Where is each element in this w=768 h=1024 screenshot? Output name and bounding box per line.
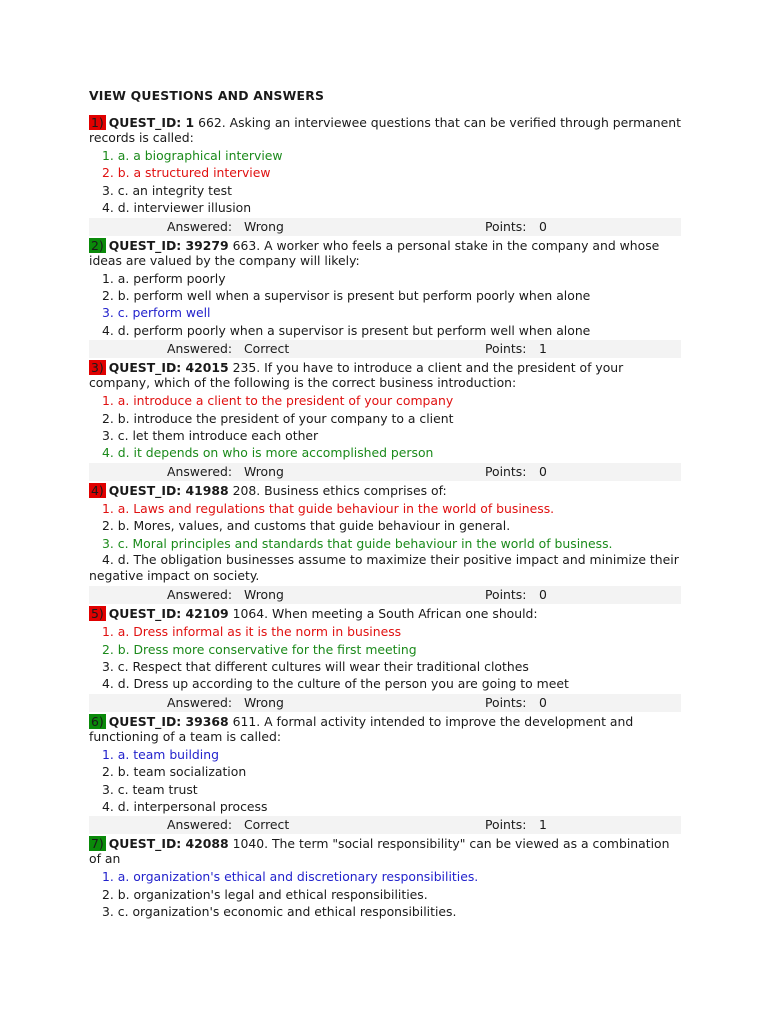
answered-label: Answered: [167, 218, 233, 234]
answer-option: 2. b. team socialization [102, 764, 247, 780]
question-block [89, 358, 681, 481]
question-block [89, 113, 681, 236]
question-number-badge: 1) [91, 115, 104, 130]
page-title: VIEW QUESTIONS AND ANSWERS [89, 88, 325, 103]
question-header [89, 834, 681, 866]
answer-option: 3. c. organization's economic and ethical responsibilities. [102, 904, 457, 920]
answer-option: 4. d. The obligation businesses assume to maximize their positive impact and minimize their negative impact on society. [89, 552, 679, 583]
answer-option: 1. a. perform poorly [102, 270, 226, 286]
answer-option: 1. a. introduce a client to the president of your company [102, 393, 454, 409]
question-header [89, 358, 681, 390]
points-label: Points: [485, 694, 527, 710]
answer-options [89, 270, 681, 340]
question-header [89, 604, 681, 621]
points-value: 0 [539, 218, 547, 234]
question-id: QUEST_ID: 42109 [108, 606, 229, 622]
answer-option: 3. c. an integrity test [102, 182, 232, 198]
points-value: 0 [539, 694, 547, 710]
answer-options [89, 392, 681, 462]
answered-label: Answered: [167, 694, 233, 710]
answer-option: 3. c. let them introduce each other [102, 428, 319, 444]
question-id: QUEST_ID: 1 [108, 115, 195, 130]
answer-option: 2. b. introduce the president of your company to a client [102, 410, 454, 426]
answer-option: 4. d. interviewer illusion [102, 200, 252, 216]
answer-options [89, 623, 681, 693]
answer-option: 3. c. team trust [102, 781, 198, 797]
answer-option: 2. b. a structured interview [102, 165, 271, 181]
points-label: Points: [485, 218, 527, 234]
answer-option: 1. a. Laws and regulations that guide behaviour in the world of business. [102, 500, 555, 516]
question-number-badge: 5) [91, 606, 104, 622]
answered-value: Wrong [244, 463, 284, 479]
answer-option: 2. b. Dress more conservative for the first meeting [102, 641, 417, 657]
question-text: 663. A worker who feels a personal stake in the company and whose ideas are valued by the company will likely: [89, 237, 660, 268]
question-text: 662. Asking an interviewee questions that can be verified through permanent records is called: [89, 115, 681, 145]
question-block [89, 481, 681, 604]
answered-value: Wrong [244, 587, 284, 603]
answer-option: 4. d. interpersonal process [102, 798, 268, 814]
question-number-badge: 2) [91, 237, 104, 253]
points-label: Points: [485, 587, 527, 603]
question-text: 1064. When meeting a South African one should: [228, 606, 538, 622]
answered-label: Answered: [167, 817, 233, 833]
points-value: 0 [539, 587, 547, 603]
question-header [89, 481, 681, 498]
result-row [89, 340, 681, 358]
answered-value: Wrong [244, 694, 284, 710]
quiz-page [89, 88, 681, 921]
answer-option: 4. d. perform poorly when a supervisor is present but perform well when alone [102, 322, 591, 338]
result-row [89, 694, 681, 712]
points-value: 1 [539, 341, 547, 357]
question-id: QUEST_ID: 42015 [108, 360, 229, 376]
answer-option: 1. a. organization's ethical and discretionary responsibilities. [102, 869, 479, 885]
answered-value: Correct [244, 817, 290, 833]
question-number-badge: 4) [91, 482, 104, 498]
answer-option: 3. c. perform well [102, 305, 211, 321]
answer-option: 3. c. Moral principles and standards that guide behaviour in the world of business. [102, 535, 613, 551]
answered-value: Wrong [244, 218, 284, 234]
question-id: QUEST_ID: 39279 [108, 237, 229, 253]
answered-label: Answered: [167, 463, 233, 479]
answer-option: 2. b. perform well when a supervisor is present but perform poorly when alone [102, 288, 591, 304]
answer-option: 4. d. Dress up according to the culture of the person you are going to meet [102, 676, 569, 692]
result-row [89, 816, 681, 834]
answer-option: 2. b. organization's legal and ethical responsibilities. [102, 886, 428, 902]
question-header [89, 712, 681, 744]
question-number-badge: 7) [91, 836, 104, 852]
question-number-badge: 6) [91, 713, 104, 729]
answer-option: 1. a. team building [102, 746, 219, 762]
answer-options [89, 746, 681, 816]
points-label: Points: [485, 817, 527, 833]
question-block [89, 236, 681, 359]
question-list [89, 113, 681, 921]
question-block [89, 834, 681, 920]
question-id: QUEST_ID: 42088 [108, 836, 229, 852]
question-id: QUEST_ID: 39368 [108, 713, 229, 729]
answer-option: 2. b. Mores, values, and customs that guide behaviour in general. [102, 518, 511, 534]
question-number-badge: 3) [91, 360, 104, 376]
points-value: 0 [539, 463, 547, 479]
answer-option: 1. a. a biographical interview [102, 148, 283, 163]
answer-options [89, 147, 681, 217]
result-row [89, 218, 681, 236]
points-value: 1 [539, 817, 547, 833]
points-label: Points: [485, 341, 527, 357]
question-text: 611. A formal activity intended to improve the development and functioning of a team is called: [89, 713, 634, 744]
question-text: 1040. The term "social responsibility" can be viewed as a combination of an [89, 836, 670, 867]
answered-label: Answered: [167, 587, 233, 603]
answer-options [89, 500, 681, 585]
question-block [89, 604, 681, 712]
question-text: 208. Business ethics comprises of: [228, 482, 447, 498]
points-label: Points: [485, 463, 527, 479]
question-block [89, 712, 681, 835]
answered-label: Answered: [167, 341, 233, 357]
result-row [89, 586, 681, 604]
answer-option: 1. a. Dress informal as it is the norm in business [102, 624, 402, 640]
question-text: 235. If you have to introduce a client and the president of your company, which of the following is the correct business introduction: [89, 360, 624, 391]
answer-option: 3. c. Respect that different cultures will wear their traditional clothes [102, 658, 529, 674]
question-header [89, 113, 681, 145]
answer-options [89, 868, 681, 920]
result-row [89, 463, 681, 481]
answer-option: 4. d. it depends on who is more accomplished person [102, 445, 434, 461]
question-header [89, 236, 681, 268]
question-id: QUEST_ID: 41988 [108, 482, 229, 498]
answered-value: Correct [244, 341, 290, 357]
